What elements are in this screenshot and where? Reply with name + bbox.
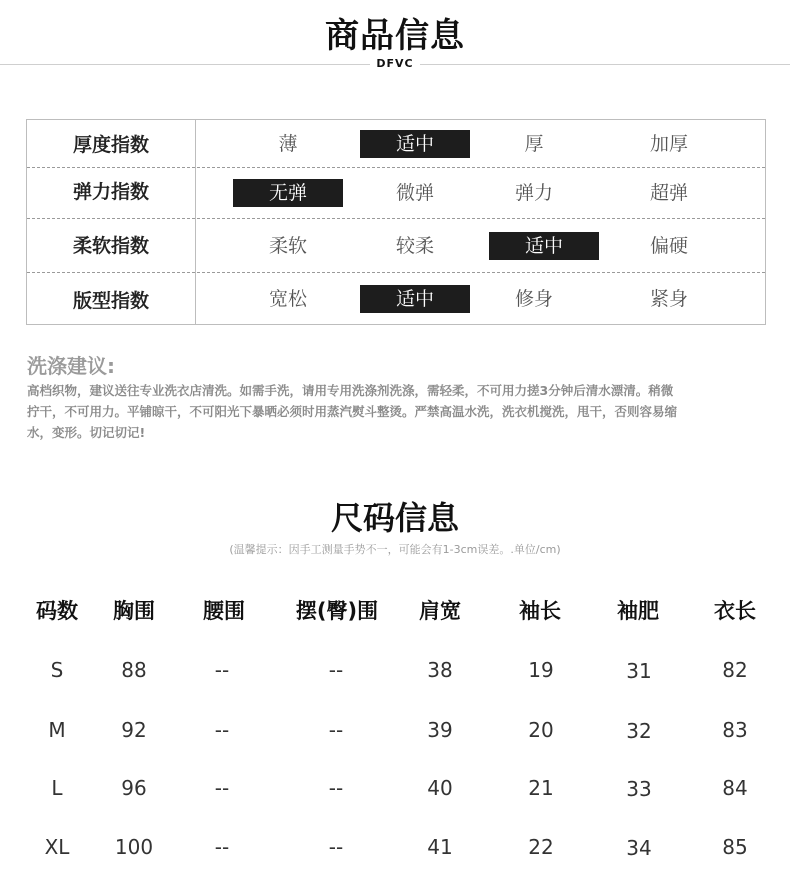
size-cell: -- (214, 658, 230, 682)
size-section-title: 尺码信息 (330, 499, 459, 537)
attribute-option-selected: 适中 (360, 130, 470, 158)
attribute-option: 厚 (524, 133, 544, 155)
attribute-row-softness (27, 218, 765, 272)
attribute-option: 宽松 (268, 288, 307, 310)
size-cell: -- (214, 776, 230, 800)
size-cell: 82 (722, 658, 748, 682)
size-cell: 92 (121, 718, 147, 742)
size-cell: XL (44, 835, 70, 859)
size-cell: -- (214, 835, 230, 859)
size-cell: 33 (626, 777, 652, 801)
attribute-row-thickness (27, 120, 765, 167)
size-header-cell: 袖长 (519, 599, 561, 623)
size-cell: L (51, 776, 63, 800)
size-cell: 22 (528, 835, 554, 859)
size-header-cell: 码数 (36, 599, 78, 623)
size-header-cell: 胸围 (113, 599, 155, 623)
size-cell: 41 (427, 835, 453, 859)
size-cell: 31 (626, 659, 652, 683)
size-cell: 39 (427, 718, 453, 742)
wash-care-line: 水，变形。切记切记! (27, 425, 146, 440)
size-cell: 19 (528, 658, 554, 682)
attribute-label: 柔软指数 (72, 235, 149, 257)
wash-care-line: 高档织物，建议送往专业洗衣店清洗。如需手洗，请用专用洗涤剂洗涤，需轻柔，不可用力搓3分钟后清水漂清。稍微 (27, 383, 674, 398)
size-header-cell: 袖肥 (617, 599, 659, 623)
size-cell: 83 (722, 718, 748, 742)
attribute-option: 柔软 (268, 235, 307, 257)
attribute-option: 较柔 (395, 235, 434, 257)
size-note: (温馨提示：因手工测量手势不一，可能会有1-3cm误差。.单位/cm) (229, 543, 561, 556)
size-header-cell: 腰围 (203, 599, 245, 623)
attribute-option: 超弹 (649, 182, 688, 204)
size-cell: -- (328, 776, 344, 800)
wash-care-text (27, 380, 767, 443)
size-header-cell: 衣长 (714, 599, 756, 623)
attribute-option: 紧身 (649, 288, 688, 310)
size-cell: -- (328, 718, 344, 742)
wash-care-line: 拧干，不可用力。平铺晾干，不可阳光下暴晒必须时用蒸汽熨斗整烫。严禁高温水洗，洗衣机搅洗，甩干，否则容易缩 (27, 404, 678, 419)
size-cell: S (50, 658, 64, 682)
attribute-option: 偏硬 (649, 235, 688, 257)
size-cell: 84 (722, 776, 748, 800)
attribute-row-fit (27, 272, 765, 324)
page-title: 商品信息 (325, 16, 465, 56)
attribute-label: 弹力指数 (72, 181, 149, 203)
size-cell: 38 (427, 658, 453, 682)
attribute-row-elasticity (27, 167, 765, 218)
size-cell: 40 (427, 776, 453, 800)
attribute-option: 微弹 (395, 182, 434, 204)
wash-care-title: 洗涤建议: (27, 354, 115, 378)
attribute-option-selected: 适中 (489, 232, 599, 260)
size-cell: 21 (528, 776, 554, 800)
attribute-label: 版型指数 (72, 290, 149, 312)
size-cell: M (48, 718, 66, 742)
size-cell: 85 (722, 835, 748, 859)
attribute-option: 修身 (514, 288, 553, 310)
size-header-cell: 肩宽 (419, 599, 461, 623)
size-cell: -- (328, 835, 344, 859)
size-cell: -- (214, 718, 230, 742)
attribute-table (26, 119, 766, 325)
size-cell: 96 (121, 776, 147, 800)
attribute-option: 加厚 (649, 133, 688, 155)
attribute-label: 厚度指数 (72, 134, 149, 156)
attribute-option: 弹力 (514, 182, 553, 204)
attribute-option: 薄 (278, 133, 298, 155)
size-cell: 88 (121, 658, 147, 682)
size-cell: -- (328, 658, 344, 682)
size-header-cell: 摆(臀)围 (295, 599, 379, 623)
size-cell: 100 (114, 835, 154, 859)
attribute-option-selected: 适中 (360, 285, 470, 313)
attribute-option-selected: 无弹 (233, 179, 343, 207)
brand-tag: DFVC (370, 57, 420, 71)
size-cell: 32 (626, 719, 652, 743)
size-cell: 20 (528, 718, 554, 742)
size-cell: 34 (626, 836, 652, 860)
